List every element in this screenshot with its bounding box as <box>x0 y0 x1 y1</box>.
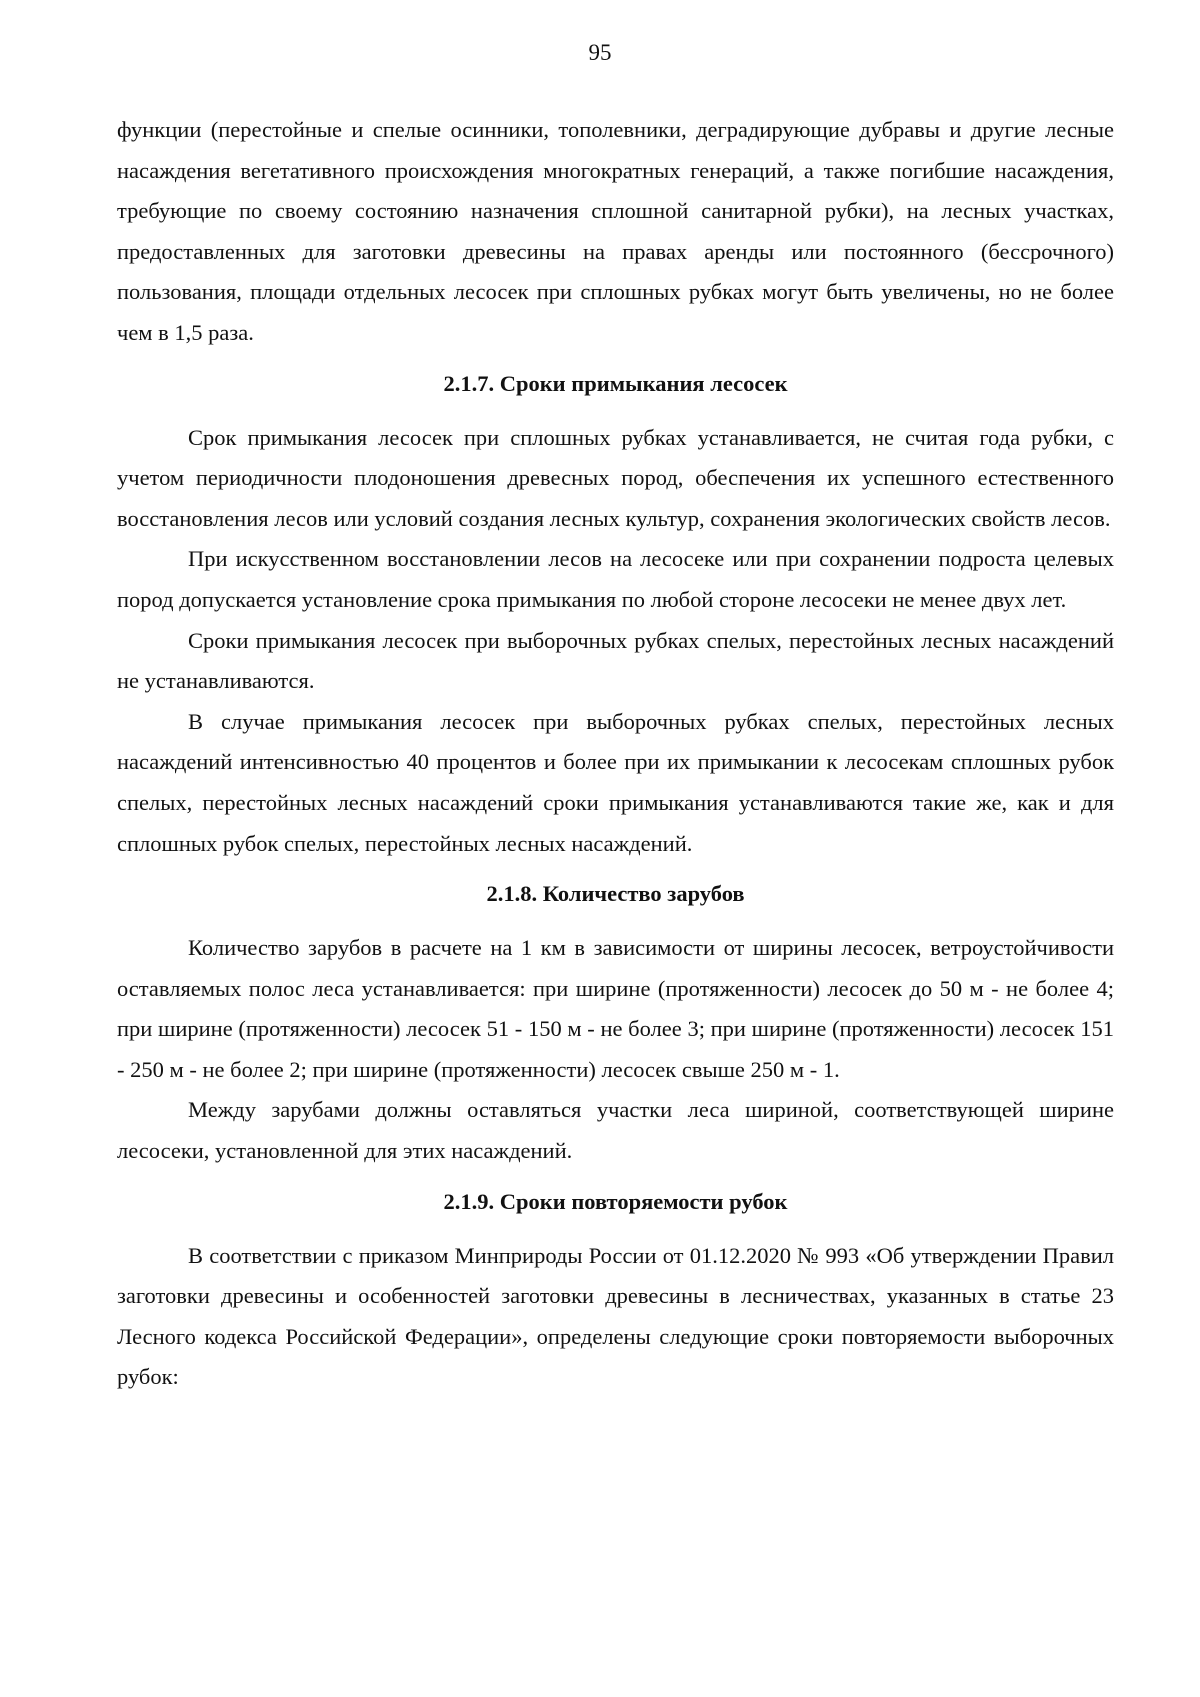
section-2-1-7-paragraph-3: Сроки примыкания лесосек при выборочных рубках спелых, перестойных лесных насаждений не устанавливаются. <box>117 627 1114 694</box>
section-2-1-7-paragraph-4: В случае примыкания лесосек при выборочных рубках спелых, перестойных лесных насаждений интенсивностью 40 процентов и более при их примыкании к лесосекам сплошных рубок спелых, перестойных лесных насаждений сроки примыкания устанавливаются такие же, как и для сплошных рубок спелых, перестойных лесных насаждений. <box>117 708 1114 856</box>
page-number: 95 <box>588 40 612 65</box>
section-heading-2-1-7: 2.1.7. Сроки примыкания лесосек <box>443 370 788 396</box>
section-2-1-7-paragraph-2: При искусственном восстановлении лесов на лесосеке или при сохранении подроста целевых пород допускается установление срока примыкания по любой стороне лесосеки не менее двух лет. <box>117 546 1114 612</box>
page-content <box>117 110 1114 1398</box>
section-2-1-8-paragraph-1: Количество зарубов в расчете на 1 км в зависимости от ширины лесосек, ветроустойчивости оставляемых полос леса устанавливается: при ширине (протяженности) лесосек до 50 м - не более 4; при ширине (протяженности) лесосек 51 - 150 м - не более 3; при ширине (протяженности) лесосек 151 - 250 м - не более 2; при ширине (протяженности) лесосек свыше 250 м - 1. <box>117 935 1114 1082</box>
section-2-1-7-paragraph-1: Срок примыкания лесосек при сплошных рубках устанавливается, не считая года рубки, с учетом периодичности плодоношения древесных пород, обеспечения их успешного естественного восстановления лесов или условий создания лесных культур, сохранения экологических свойств лесов. <box>117 424 1114 531</box>
section-heading-2-1-9: 2.1.9. Сроки повторяемости рубок <box>443 1188 788 1214</box>
intro-paragraph: функции (перестойные и спелые осинники, тополевники, деградирующие дубравы и другие лесные насаждения вегетативного происхождения многократных генераций, а также погибшие насаждения, требующие по своему состоянию назначения сплошной санитарной рубки), на лесных участках, предоставленных для заготовки древесины на правах аренды или постоянного (бессрочного) пользования, площади отдельных лесосек при сплошных рубках могут быть увеличены, но не более чем в 1,5 раза. <box>117 117 1114 345</box>
section-2-1-9-paragraph-1: В соответствии с приказом Минприроды России от 01.12.2020 № 993 «Об утверждении Правил заготовки древесины и особенностей заготовки древесины в лесничествах, указанных в статье 23 Лесного кодекса Российской Федерации», определены следующие сроки повторяемости выборочных рубок: <box>117 1242 1114 1390</box>
section-2-1-8-paragraph-2: Между зарубами должны оставляться участки леса шириной, соответствующей ширине лесосеки, установленной для этих насаждений. <box>117 1097 1114 1164</box>
section-heading-2-1-8: 2.1.8. Количество зарубов <box>486 881 745 907</box>
